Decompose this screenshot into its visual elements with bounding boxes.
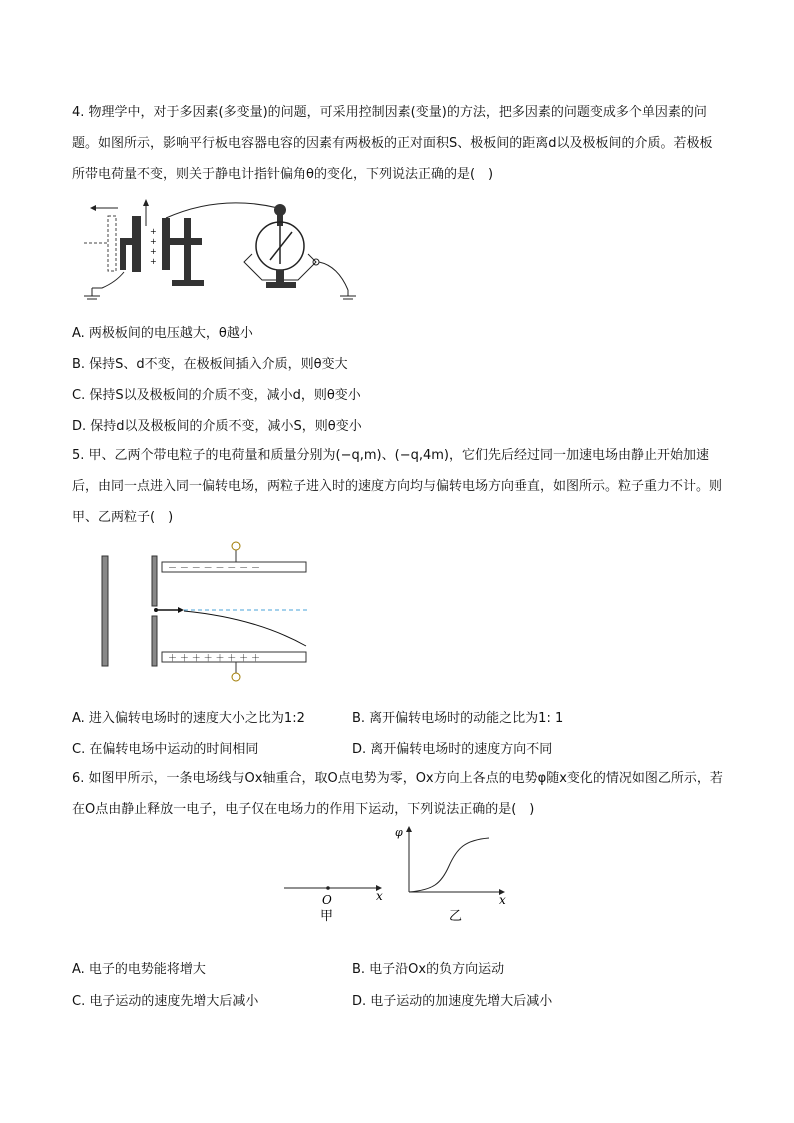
- q6-option-b[interactable]: B. 电子沿Ox的负方向运动: [352, 962, 505, 977]
- q5-option-a[interactable]: A. 进入偏转电场时的速度大小之比为1:2: [72, 711, 305, 726]
- q6-option-a[interactable]: A. 电子的电势能将增大: [72, 962, 206, 977]
- q6-stem: 6. 如图甲所示，一条电场线与Ox轴重合，取O点电势为零，Ox方向上各点的电势φ随x变化的情况如图乙所示，若在O点由静止释放一电子，电子仅在电场力的作用下运动，下列说法正确的是( ): [72, 771, 723, 817]
- svg-text:－ － － － － － － －: － － － － － － － －: [168, 564, 261, 574]
- q4-option-b[interactable]: B. 保持S、d不变，在极板间插入介质，则θ变大: [72, 357, 348, 372]
- q5-option-b[interactable]: B. 离开偏转电场时的动能之比为1: 1: [352, 711, 564, 726]
- origin-label: O: [322, 893, 332, 907]
- caption-yi: 乙: [449, 909, 463, 924]
- x-label-jia: x: [376, 889, 383, 903]
- svg-text:＋ ＋ ＋ ＋ ＋ ＋ ＋ ＋: ＋ ＋ ＋ ＋ ＋ ＋ ＋ ＋: [168, 654, 261, 664]
- q4-option-d[interactable]: D. 保持d以及极板间的介质不变，减小S，则θ变小: [72, 419, 362, 434]
- svg-text:+: +: [150, 237, 157, 246]
- q6-option-d[interactable]: D. 电子运动的加速度先增大后减小: [352, 994, 553, 1009]
- field-line-figure-jia: [280, 870, 390, 930]
- q4-stem: 4. 物理学中，对于多因素(多变量)的问题，可采用控制因素(变量)的方法，把多因素的问题变成多个单因素的问题。如图所示，影响平行板电容器电容的因素有两极板的正对面积S、极板间的距离d以及极板间的介质。若极板所带电荷量不变，则关于静电计指针偏角θ的变化，下列说法正确的是( ): [72, 105, 713, 182]
- q5-option-c[interactable]: C. 在偏转电场中运动的时间相同: [72, 742, 259, 757]
- svg-text:+: +: [150, 257, 157, 266]
- deflection-field-figure: [96, 540, 316, 689]
- caption-jia: 甲: [320, 909, 334, 924]
- phi-label: φ: [395, 826, 403, 839]
- svg-text:+: +: [150, 227, 157, 236]
- q4-option-c[interactable]: C. 保持S以及极板间的介质不变，减小d，则θ变小: [72, 388, 361, 403]
- q4-option-a[interactable]: A. 两极板间的电压越大，θ越小: [72, 326, 253, 341]
- capacitor-electrometer-figure: [80, 196, 370, 310]
- svg-text:+: +: [150, 247, 157, 256]
- q6-option-c[interactable]: C. 电子运动的速度先增大后减小: [72, 994, 259, 1009]
- q5-stem: 5. 甲、乙两个带电粒子的电荷量和质量分别为(−q,m)、(−q,4m)，它们先后经过同一加速电场由静止开始加速后，由同一点进入同一偏转电场，两粒子进入时的速度方向均与偏转电场方向垂直，如图所示。粒子重力不计。则甲、乙两粒子( ): [72, 448, 723, 525]
- q5-option-d[interactable]: D. 离开偏转电场时的速度方向不同: [352, 742, 553, 757]
- potential-graph-yi: [393, 824, 523, 932]
- x-label-yi: x: [499, 893, 506, 907]
